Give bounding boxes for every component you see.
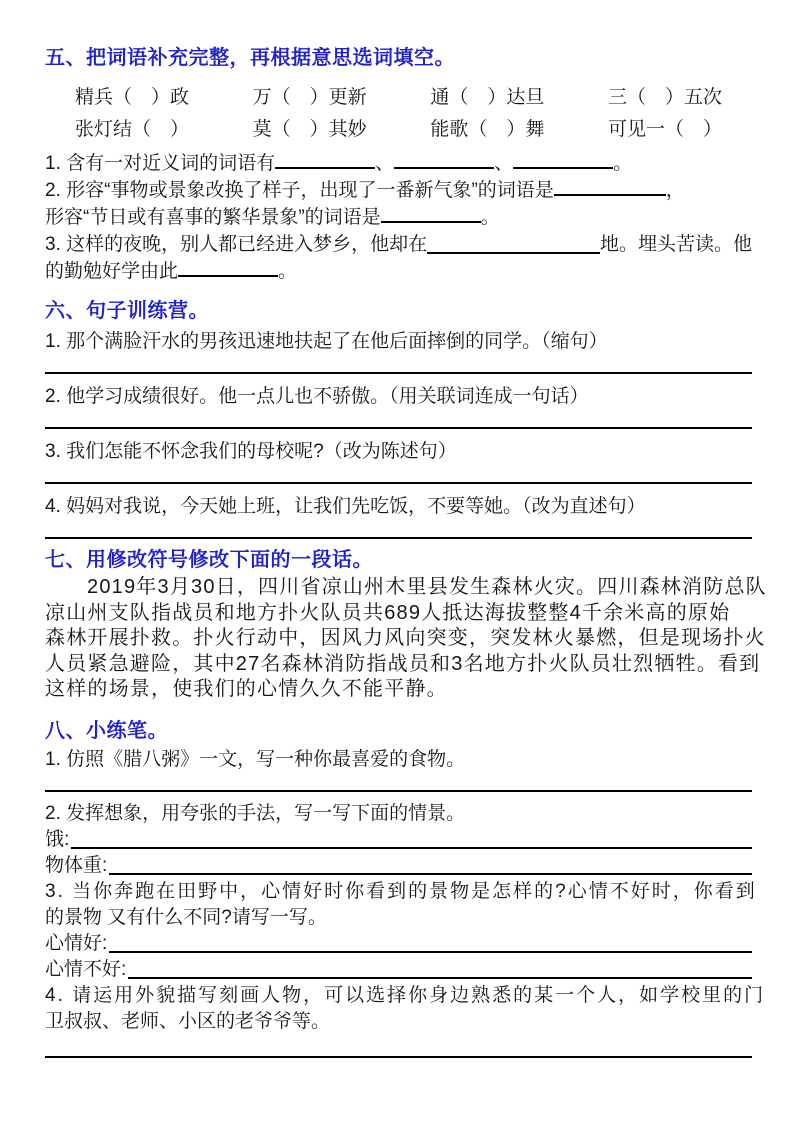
question-text: 2. 形容“事物或景象改换了样子，出现了一番新气象”的词语是 (45, 180, 554, 201)
question-text: 的勤勉好学由此 (45, 261, 179, 282)
question-6-1: 1. 那个满脸汗水的男孩迅速地扶起了在他后面摔倒的同学。（缩句） (45, 331, 608, 352)
question-8-4-line-1: 4. 请运用外貌描写刻画人物，可以选择你身边熟悉的某一个人，如学校里的门 (45, 984, 766, 1006)
comma: ， (665, 180, 685, 201)
inline-answer-label: 心情好: (45, 932, 108, 954)
answer-line[interactable] (45, 773, 752, 792)
blank-field[interactable] (513, 152, 613, 169)
paragraph-line: 凉山州支队指战员和地方扑火队员共689人抵达海拔整整4千余米高的原始 (45, 601, 731, 624)
answer-line[interactable] (109, 873, 752, 875)
blank-field[interactable] (554, 179, 666, 196)
correction-paragraph (45, 575, 767, 703)
idiom-item: 万（ ）更新 (252, 87, 367, 108)
question-8-4-line-2: 卫叔叔、老师、小区的老爷爷等。 (45, 1010, 331, 1032)
idiom-row-1 (45, 82, 752, 114)
question-6-2: 2. 他学习成绩很好。他一点儿也不骄傲。（用关联词连成一句话） (45, 386, 589, 407)
question-6-3: 3. 我们怎能不怀念我们的母校呢?（改为陈述句） (45, 441, 457, 462)
question-5-1 (45, 150, 752, 177)
idiom-item: 精兵（ ）政 (75, 87, 190, 108)
answer-line[interactable] (45, 520, 752, 539)
inline-answer-row-bad-mood (45, 957, 752, 983)
idiom-item: 能歌（ ）舞 (430, 119, 545, 140)
question-text: 形容“节日或有喜事的繁华景象”的词语是 (45, 207, 381, 228)
period: 。 (480, 207, 500, 228)
question-text: 1. 含有一对近义词的词语有 (45, 153, 276, 174)
period: 。 (278, 261, 298, 282)
question-6-4: 4. 妈妈对我说，今天她上班，让我们先吃饭，不要等她。（改为直述句） (45, 496, 646, 517)
paragraph-line: 森林开展扑救。扑火行动中，因风力风向突变，突发林火暴燃，但是现场扑火 (45, 627, 766, 650)
section-8-heading: 八、小练笔。 (45, 719, 168, 742)
blank-field[interactable] (275, 152, 375, 169)
answer-line[interactable] (71, 847, 752, 849)
blank-field[interactable] (381, 206, 481, 223)
idiom-item: 莫（ ）其妙 (252, 119, 367, 140)
inline-answer-row-heavy (45, 853, 752, 879)
question-text: 3. 这样的夜晚，别人都已经进入梦乡，他却在 (45, 234, 428, 255)
inline-answer-row-hungry (45, 827, 752, 853)
inline-answer-label: 物体重: (45, 854, 108, 876)
section-6-heading: 六、句子训练营。 (45, 300, 209, 322)
blank-field[interactable] (178, 260, 278, 277)
question-8-3-line-1: 3. 当你奔跑在田野中，心情好时你看到的景物是怎样的?心情不好时，你看到 (45, 880, 757, 902)
period: 。 (613, 153, 633, 174)
blank-field[interactable] (394, 152, 494, 169)
paragraph-line: 人员紧急避险，其中27名森林消防指战员和3名地方扑火队员壮烈牺牲。看到 (45, 652, 761, 675)
inline-answer-label: 饿: (45, 828, 70, 850)
section-7-heading: 七、用修改符号修改下面的一段话。 (45, 549, 373, 571)
paragraph-line: 这样的场景，使我们的心情久久不能平静。 (45, 678, 448, 701)
separator: 、 (375, 153, 395, 174)
paragraph-line: 2019年3月30日，四川省凉山州木里县发生森林火灾。四川森林消防总队 (87, 576, 767, 598)
question-5-2-line-1 (45, 177, 752, 204)
answer-line[interactable] (45, 410, 752, 429)
idiom-item: 张灯结（ ） (75, 119, 190, 140)
answer-line[interactable] (109, 951, 752, 953)
question-8-2: 2. 发挥想象，用夸张的手法，写一写下面的情景。 (45, 802, 466, 824)
question-5-3-line-2 (45, 258, 752, 285)
inline-answer-row-good-mood (45, 931, 752, 957)
answer-line[interactable] (45, 1039, 752, 1058)
question-8-1: 1. 仿照《腊八粥》一文，写一种你最喜爱的食物。 (45, 748, 466, 770)
question-5-3-line-1 (45, 231, 752, 258)
section-5-heading: 五、把词语补充完整，再根据意思选词填空。 (45, 47, 455, 69)
idiom-item: 可见一（ ） (607, 119, 722, 140)
inline-answer-label: 心情不好: (45, 958, 127, 980)
separator: 、 (494, 153, 514, 174)
answer-line[interactable] (45, 355, 752, 374)
idiom-item: 通（ ）达旦 (430, 87, 545, 108)
answer-line[interactable] (128, 977, 752, 979)
question-8-3-line-2: 的景物 又有什么不同?请写一写。 (45, 906, 327, 928)
idiom-item: 三（ ）五次 (607, 87, 722, 108)
idiom-row-2 (45, 114, 752, 146)
blank-field[interactable] (427, 252, 600, 254)
question-5-2-line-2 (45, 204, 752, 231)
question-text: 地。埋头苦读。他 (599, 234, 752, 255)
answer-line[interactable] (45, 465, 752, 484)
